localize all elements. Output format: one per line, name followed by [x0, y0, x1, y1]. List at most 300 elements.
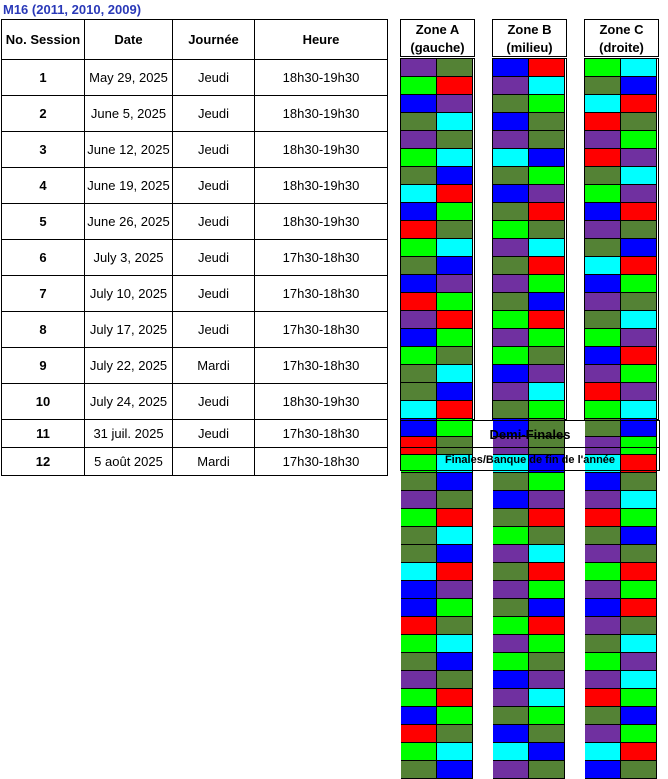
zone-color-cell: [437, 527, 473, 545]
session-number: 3: [2, 132, 85, 168]
zone-color-cell: [621, 599, 657, 617]
zone-b-title: Zone B: [507, 22, 552, 37]
zone-color-cell: [437, 167, 473, 185]
zone-color-cell: [493, 383, 529, 401]
zone-color-cell: [585, 275, 621, 293]
session-time: 17h30-18h30: [255, 348, 388, 384]
zone-color-cell: [529, 617, 565, 635]
finales-label: Finales/Banque de fin de l'année: [400, 447, 660, 471]
session-time: 18h30-19h30: [255, 168, 388, 204]
zone-color-cell: [585, 617, 621, 635]
zone-color-cell: [621, 689, 657, 707]
session-day: Jeudi: [173, 276, 255, 312]
zone-color-cell: [585, 59, 621, 77]
session-time: 18h30-19h30: [255, 132, 388, 168]
zone-color-cell: [437, 491, 473, 509]
zone-color-cell: [621, 59, 657, 77]
zone-color-cell: [493, 257, 529, 275]
zone-c-title: Zone C: [599, 22, 644, 37]
zone-color-cell: [585, 761, 621, 779]
zone-color-cell: [401, 725, 437, 743]
zone-color-cell: [437, 743, 473, 761]
zone-color-cell: [493, 563, 529, 581]
session-date: June 19, 2025: [85, 168, 173, 204]
zone-color-cell: [401, 293, 437, 311]
session-day: Jeudi: [173, 60, 255, 96]
zone-color-cell: [585, 563, 621, 581]
zone-color-cell: [493, 293, 529, 311]
session-number: 8: [2, 312, 85, 348]
zone-color-cell: [621, 617, 657, 635]
zone-color-cell: [493, 743, 529, 761]
zone-color-cell: [585, 77, 621, 95]
session-date: July 17, 2025: [85, 312, 173, 348]
session-date: 31 juil. 2025: [85, 420, 173, 448]
zone-color-cell: [529, 131, 565, 149]
table-row: [2, 96, 388, 132]
zone-color-cell: [585, 581, 621, 599]
session-day: Jeudi: [173, 204, 255, 240]
zone-color-cell: [493, 671, 529, 689]
zone-color-cell: [621, 635, 657, 653]
zone-color-cell: [585, 689, 621, 707]
zone-color-cell: [401, 131, 437, 149]
zone-color-cell: [437, 329, 473, 347]
zone-color-cell: [621, 257, 657, 275]
zone-color-cell: [621, 581, 657, 599]
session-date: July 24, 2025: [85, 384, 173, 420]
zone-color-cell: [493, 545, 529, 563]
zone-color-cell: [621, 545, 657, 563]
zone-color-cell: [437, 185, 473, 203]
zone-color-cell: [529, 275, 565, 293]
zone-color-cell: [401, 113, 437, 131]
zone-color-cell: [621, 527, 657, 545]
zone-color-cell: [493, 185, 529, 203]
zone-color-cell: [493, 239, 529, 257]
zone-color-cell: [401, 383, 437, 401]
zone-color-cell: [437, 401, 473, 419]
zone-color-cell: [493, 761, 529, 779]
zone-color-cell: [529, 257, 565, 275]
zone-color-cell: [529, 635, 565, 653]
zone-color-cell: [437, 689, 473, 707]
zone-color-cell: [401, 59, 437, 77]
session-day: Jeudi: [173, 96, 255, 132]
zone-color-cell: [437, 347, 473, 365]
zone-color-cell: [401, 527, 437, 545]
zone-color-cell: [529, 149, 565, 167]
zone-color-cell: [529, 509, 565, 527]
zone-color-cell: [493, 203, 529, 221]
zone-color-cell: [529, 689, 565, 707]
zone-color-cell: [621, 167, 657, 185]
zone-color-cell: [529, 545, 565, 563]
zone-color-cell: [493, 329, 529, 347]
zone-color-cell: [401, 167, 437, 185]
zone-color-cell: [401, 149, 437, 167]
zone-color-cell: [401, 365, 437, 383]
zone-color-cell: [437, 599, 473, 617]
zone-color-cell: [529, 95, 565, 113]
zone-color-cell: [621, 743, 657, 761]
table-row: [2, 348, 388, 384]
zone-color-cell: [621, 707, 657, 725]
zone-color-cell: [621, 293, 657, 311]
session-time: 17h30-18h30: [255, 420, 388, 448]
zone-color-cell: [401, 509, 437, 527]
zone-color-cell: [585, 725, 621, 743]
zone-color-cell: [437, 761, 473, 779]
zone-color-cell: [529, 293, 565, 311]
zone-color-cell: [493, 707, 529, 725]
zone-color-cell: [401, 671, 437, 689]
table-row: [2, 132, 388, 168]
zone-color-cell: [529, 725, 565, 743]
zone-c-grid: [585, 59, 657, 779]
zone-color-cell: [437, 563, 473, 581]
zone-color-cell: [437, 275, 473, 293]
zone-b-header: [492, 19, 567, 57]
zone-color-cell: [585, 347, 621, 365]
zone-color-cell: [437, 239, 473, 257]
zone-color-cell: [493, 311, 529, 329]
zone-color-cell: [529, 401, 565, 419]
session-day: Jeudi: [173, 420, 255, 448]
zone-color-cell: [493, 635, 529, 653]
session-day: Jeudi: [173, 312, 255, 348]
zone-color-cell: [585, 257, 621, 275]
session-day: Mardi: [173, 348, 255, 384]
zone-color-cell: [585, 185, 621, 203]
zone-color-cell: [401, 239, 437, 257]
zone-color-cell: [621, 653, 657, 671]
table-row: [2, 420, 388, 448]
zone-color-cell: [585, 671, 621, 689]
zone-color-cell: [437, 77, 473, 95]
zone-color-cell: [621, 563, 657, 581]
zone-b-subtitle: (milieu): [506, 40, 553, 55]
zone-color-cell: [437, 293, 473, 311]
zone-color-cell: [493, 491, 529, 509]
zone-color-cell: [585, 149, 621, 167]
zone-color-cell: [493, 95, 529, 113]
zone-color-cell: [585, 383, 621, 401]
zone-color-cell: [585, 635, 621, 653]
zone-color-cell: [585, 491, 621, 509]
zone-color-cell: [493, 149, 529, 167]
zone-color-cell: [437, 113, 473, 131]
zone-color-cell: [529, 527, 565, 545]
zone-color-cell: [585, 365, 621, 383]
zone-color-cell: [529, 653, 565, 671]
zone-b-grid: [493, 59, 565, 779]
zone-color-cell: [493, 113, 529, 131]
zone-color-cell: [401, 599, 437, 617]
zone-color-cell: [401, 347, 437, 365]
zone-c-header: [584, 19, 659, 57]
zone-color-cell: [585, 707, 621, 725]
zone-color-cell: [621, 401, 657, 419]
zone-color-cell: [401, 653, 437, 671]
zone-color-cell: [437, 149, 473, 167]
session-date: July 22, 2025: [85, 348, 173, 384]
zone-color-cell: [437, 257, 473, 275]
zone-color-cell: [621, 149, 657, 167]
zone-color-cell: [529, 365, 565, 383]
zone-color-cell: [621, 329, 657, 347]
session-number: 12: [2, 448, 85, 476]
zone-color-cell: [529, 77, 565, 95]
zone-color-cell: [529, 185, 565, 203]
zone-color-cell: [529, 761, 565, 779]
session-date: May 29, 2025: [85, 60, 173, 96]
zone-color-cell: [401, 473, 437, 491]
session-time: 18h30-19h30: [255, 60, 388, 96]
zone-color-cell: [621, 311, 657, 329]
zone-color-cell: [493, 347, 529, 365]
zone-color-cell: [437, 59, 473, 77]
table-row: [2, 204, 388, 240]
zone-color-cell: [529, 311, 565, 329]
session-day: Jeudi: [173, 168, 255, 204]
zone-a-grid: [401, 59, 473, 779]
zone-color-cell: [401, 311, 437, 329]
zone-color-cell: [529, 167, 565, 185]
zone-color-cell: [493, 689, 529, 707]
zone-color-cell: [621, 131, 657, 149]
zone-color-cell: [529, 203, 565, 221]
zone-color-cell: [493, 59, 529, 77]
schedule-table: [1, 19, 388, 476]
zone-color-cell: [401, 689, 437, 707]
zone-color-cell: [585, 203, 621, 221]
zone-color-cell: [621, 671, 657, 689]
session-day: Jeudi: [173, 240, 255, 276]
session-number: 4: [2, 168, 85, 204]
zone-color-cell: [437, 221, 473, 239]
table-row: [2, 384, 388, 420]
zone-color-cell: [621, 347, 657, 365]
zone-color-cell: [437, 203, 473, 221]
zone-color-cell: [585, 653, 621, 671]
zone-color-cell: [493, 653, 529, 671]
zone-color-cell: [437, 131, 473, 149]
zone-color-cell: [621, 239, 657, 257]
zone-color-cell: [401, 545, 437, 563]
zone-color-cell: [437, 473, 473, 491]
zone-color-cell: [529, 743, 565, 761]
zone-color-cell: [529, 59, 565, 77]
zone-color-cell: [621, 113, 657, 131]
table-row: [2, 276, 388, 312]
zone-color-cell: [437, 383, 473, 401]
zone-color-cell: [437, 725, 473, 743]
zone-color-cell: [401, 491, 437, 509]
session-time: 18h30-19h30: [255, 96, 388, 132]
session-date: June 5, 2025: [85, 96, 173, 132]
session-number: 6: [2, 240, 85, 276]
zone-color-cell: [401, 203, 437, 221]
zone-color-cell: [493, 365, 529, 383]
zone-color-cell: [401, 761, 437, 779]
page-title: M16 (2011, 2010, 2009): [3, 2, 142, 17]
session-date: 5 août 2025: [85, 448, 173, 476]
zone-color-cell: [437, 653, 473, 671]
zone-color-cell: [493, 725, 529, 743]
zone-color-cell: [493, 527, 529, 545]
zone-color-cell: [585, 239, 621, 257]
zone-color-cell: [621, 365, 657, 383]
zone-color-cell: [437, 581, 473, 599]
table-row: [2, 240, 388, 276]
zone-color-cell: [621, 185, 657, 203]
zone-color-cell: [437, 365, 473, 383]
zone-color-cell: [493, 221, 529, 239]
zone-color-cell: [585, 167, 621, 185]
zone-color-cell: [493, 167, 529, 185]
zone-color-cell: [493, 509, 529, 527]
zone-color-cell: [437, 635, 473, 653]
session-date: July 10, 2025: [85, 276, 173, 312]
zone-color-cell: [621, 221, 657, 239]
zone-color-cell: [401, 563, 437, 581]
zone-color-cell: [529, 113, 565, 131]
zone-color-cell: [585, 527, 621, 545]
zone-color-cell: [401, 275, 437, 293]
table-row: [2, 168, 388, 204]
zone-color-cell: [529, 329, 565, 347]
session-time: 18h30-19h30: [255, 384, 388, 420]
zone-color-cell: [401, 95, 437, 113]
zone-color-cell: [493, 617, 529, 635]
table-row: [2, 312, 388, 348]
zone-a-title: Zone A: [415, 22, 460, 37]
zone-color-cell: [621, 473, 657, 491]
zone-color-cell: [585, 131, 621, 149]
zone-color-cell: [437, 509, 473, 527]
session-date: July 3, 2025: [85, 240, 173, 276]
zone-color-cell: [437, 545, 473, 563]
zone-color-cell: [621, 275, 657, 293]
session-number: 5: [2, 204, 85, 240]
zone-color-cell: [401, 185, 437, 203]
zone-color-cell: [585, 743, 621, 761]
zone-color-cell: [585, 311, 621, 329]
session-day: Jeudi: [173, 132, 255, 168]
header-day: Journée: [173, 20, 255, 60]
zone-color-cell: [585, 113, 621, 131]
session-time: 17h30-18h30: [255, 240, 388, 276]
header-date: Date: [85, 20, 173, 60]
zone-color-cell: [401, 707, 437, 725]
zone-a-header: [400, 19, 475, 57]
zone-color-cell: [529, 581, 565, 599]
zone-color-cell: [529, 347, 565, 365]
zone-color-cell: [493, 599, 529, 617]
zone-color-cell: [529, 383, 565, 401]
zone-color-cell: [585, 509, 621, 527]
zone-color-cell: [621, 203, 657, 221]
session-number: 10: [2, 384, 85, 420]
session-number: 7: [2, 276, 85, 312]
session-date: June 26, 2025: [85, 204, 173, 240]
table-row: [2, 60, 388, 96]
session-date: June 12, 2025: [85, 132, 173, 168]
zone-color-cell: [493, 581, 529, 599]
zone-color-cell: [437, 671, 473, 689]
session-day: Mardi: [173, 448, 255, 476]
zone-color-cell: [529, 671, 565, 689]
zone-color-cell: [529, 707, 565, 725]
zone-color-cell: [621, 383, 657, 401]
zone-color-cell: [621, 77, 657, 95]
session-time: 17h30-18h30: [255, 448, 388, 476]
zone-color-cell: [437, 707, 473, 725]
zone-color-cell: [401, 77, 437, 95]
zone-color-cell: [401, 329, 437, 347]
zone-color-cell: [401, 617, 437, 635]
zone-color-cell: [401, 257, 437, 275]
zone-color-cell: [585, 599, 621, 617]
session-number: 2: [2, 96, 85, 132]
zone-color-cell: [585, 401, 621, 419]
session-time: 17h30-18h30: [255, 276, 388, 312]
session-day: Jeudi: [173, 384, 255, 420]
zone-color-cell: [437, 95, 473, 113]
zone-color-cell: [401, 743, 437, 761]
zone-color-cell: [621, 761, 657, 779]
zone-color-cell: [621, 509, 657, 527]
zone-color-cell: [401, 401, 437, 419]
session-number: 9: [2, 348, 85, 384]
zone-color-cell: [437, 311, 473, 329]
zone-c-subtitle: (droite): [599, 40, 644, 55]
table-row: [2, 448, 388, 476]
zone-color-cell: [585, 329, 621, 347]
zone-color-cell: [401, 635, 437, 653]
session-time: 18h30-19h30: [255, 204, 388, 240]
zone-color-cell: [401, 221, 437, 239]
zone-color-cell: [529, 473, 565, 491]
demi-finales-label: Demi-Finales: [400, 420, 660, 448]
session-time: 17h30-18h30: [255, 312, 388, 348]
zone-color-cell: [437, 617, 473, 635]
zone-color-cell: [585, 293, 621, 311]
session-number: 11: [2, 420, 85, 448]
zone-color-cell: [529, 599, 565, 617]
zone-color-cell: [585, 545, 621, 563]
zone-color-cell: [621, 95, 657, 113]
header-session: No. Session: [2, 20, 85, 60]
zone-color-cell: [585, 221, 621, 239]
zone-color-cell: [621, 725, 657, 743]
zone-color-cell: [493, 473, 529, 491]
zone-color-cell: [493, 401, 529, 419]
zone-color-cell: [585, 95, 621, 113]
zone-color-cell: [401, 581, 437, 599]
zone-color-cell: [529, 491, 565, 509]
zone-color-cell: [493, 275, 529, 293]
zone-color-cell: [529, 239, 565, 257]
zone-color-cell: [529, 221, 565, 239]
zone-color-cell: [585, 473, 621, 491]
zone-color-cell: [529, 563, 565, 581]
header-time: Heure: [255, 20, 388, 60]
session-number: 1: [2, 60, 85, 96]
zone-color-cell: [621, 491, 657, 509]
zone-color-cell: [493, 77, 529, 95]
